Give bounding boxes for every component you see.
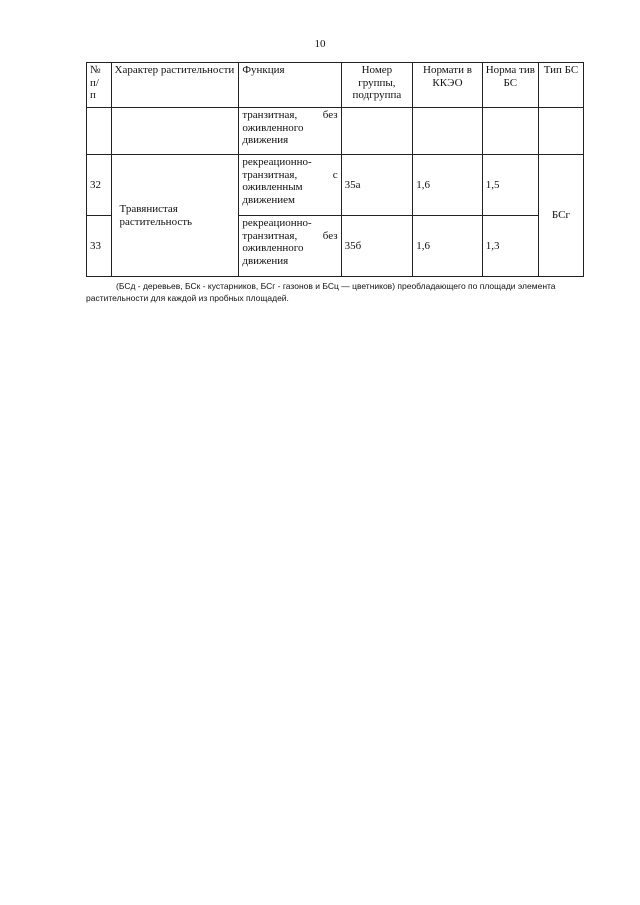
table-row <box>87 155 584 216</box>
header-kkeo: Нормати в ККЭО <box>413 63 483 108</box>
cell-bs: 1,3 <box>482 216 538 277</box>
header-type: Тип БС <box>538 63 583 108</box>
cell-function: транзитная, без оживленного движения <box>239 108 341 155</box>
table-row <box>87 108 584 155</box>
header-group: Номер группы, подгруппа <box>341 63 413 108</box>
cell-num: 32 <box>87 155 112 216</box>
vegetation-norms-table <box>86 62 584 277</box>
cell-group <box>341 108 413 155</box>
cell-bs: 1,5 <box>482 155 538 216</box>
cell-num: 33 <box>87 216 112 277</box>
table-header-row <box>87 63 584 108</box>
cell-group: 35б <box>341 216 413 277</box>
cell-kkeo: 1,6 <box>413 155 483 216</box>
cell-num <box>87 108 112 155</box>
table-footnote <box>86 281 598 305</box>
cell-bs <box>482 108 538 155</box>
header-character: Характер растительности <box>111 63 239 108</box>
cell-character-merged: Травянистая растительность <box>111 155 239 277</box>
note-text: (БСд - деревьев, БСк - кустарников, БСг - газонов и БСц — цветников) преобладающего по площади элемента растительности для каждой из пробных площадей. <box>86 281 556 303</box>
cell-kkeo <box>413 108 483 155</box>
page-number: 10 <box>314 38 326 50</box>
header-bs: Норма тив БС <box>482 63 538 108</box>
cell-type-merged: БСг <box>538 155 583 277</box>
cell-group: 35а <box>341 155 413 216</box>
cell-function: рекреационно-транзитная, с оживленным движением <box>239 155 341 216</box>
header-function: Функция <box>239 63 341 108</box>
cell-kkeo: 1,6 <box>413 216 483 277</box>
cell-character <box>111 108 239 155</box>
cell-function: рекреационно-транзитная, без оживленного движения <box>239 216 341 277</box>
cell-type <box>538 108 583 155</box>
header-num: № п/ п <box>87 63 112 108</box>
